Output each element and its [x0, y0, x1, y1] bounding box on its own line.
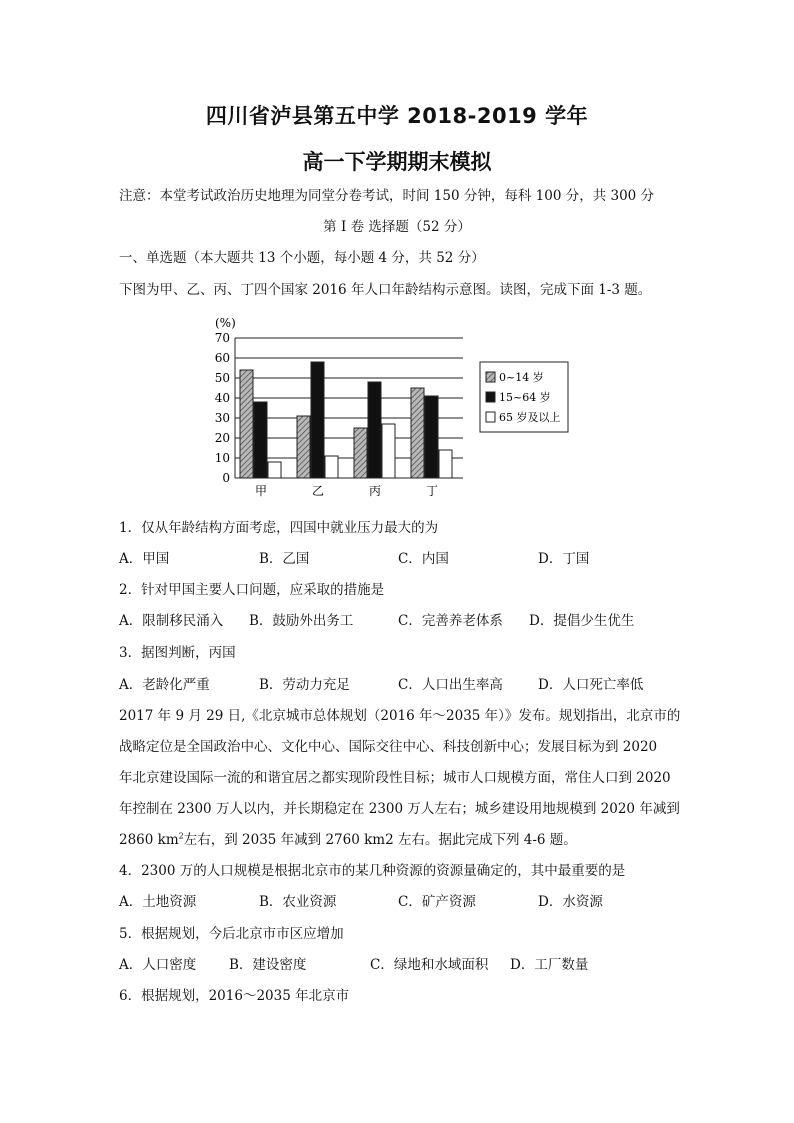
- passage-line-1: 2017 年 9 月 29 日,《北京城市总体规划（2016 年～2035 年）》发布。规划指出，北京市的: [119, 708, 681, 724]
- passage-line-2: 战略定位是全国政治中心、文化中心、国际交往中心、科技创新中心；发展目标为到 2020: [119, 739, 658, 755]
- legend-label: 0~14 岁: [499, 371, 544, 384]
- q5-option-b[interactable]: B．建设密度: [229, 957, 307, 973]
- x-tick-label: 丙: [368, 484, 382, 498]
- exam-title: 四川省泸县第五中学 2018-2019 学年: [205, 104, 589, 128]
- bar-乙-1: [311, 362, 324, 478]
- chart-bars: [240, 362, 452, 478]
- q3-option-d[interactable]: D．人口死亡率低: [538, 677, 644, 693]
- question-3: 3．据图判断，丙国: [119, 645, 236, 661]
- q2-option-b[interactable]: B．鼓励外出务工: [249, 613, 354, 629]
- q5-option-d[interactable]: D．工厂数量: [510, 957, 589, 973]
- question-1: 1．仅从年龄结构方面考虑，四国中就业压力最大的为: [119, 520, 439, 536]
- bar-丁-0: [411, 388, 424, 478]
- q2-option-d[interactable]: D．提倡少生优生: [529, 613, 635, 629]
- passage-area-value: 2860 km: [119, 832, 179, 848]
- y-tick-label: 10: [214, 451, 230, 465]
- x-tick-label: 丁: [425, 484, 439, 498]
- chart-intro: 下图为甲、乙、丙、丁四个国家 2016 年人口年龄结构示意图。读图，完成下面 1-3 题。: [119, 282, 652, 298]
- bar-甲-1: [254, 402, 267, 478]
- q1-option-c[interactable]: C．内国: [398, 551, 449, 567]
- bar-丙-0: [354, 428, 367, 478]
- q3-option-b[interactable]: B．劳动力充足: [259, 677, 350, 693]
- q1-option-a[interactable]: A．甲国: [119, 551, 170, 567]
- legend-label: 65 岁及以上: [499, 411, 561, 424]
- legend-swatch: [486, 412, 495, 422]
- q3-option-c[interactable]: C．人口出生率高: [398, 677, 503, 693]
- passage-line-5: [119, 831, 577, 849]
- x-axis-ticks: [255, 484, 438, 498]
- part-one-heading: 一、单选题（本大题共 13 个小题，每小题 4 分，共 52 分）: [119, 250, 485, 266]
- bar-甲-0: [240, 370, 253, 478]
- y-tick-label: 30: [214, 411, 230, 425]
- bar-甲-2: [268, 462, 281, 478]
- legend-swatch: [486, 392, 495, 402]
- bar-乙-0: [297, 416, 310, 478]
- passage-line-5-rest: 左右，到 2035 年减到 2760 km2 左右。据此完成下列 4-6 题。: [183, 832, 577, 848]
- bar-丁-2: [439, 450, 452, 478]
- question-2: 2．针对甲国主要人口问题，应采取的措施是: [119, 582, 385, 598]
- x-tick-label: 甲: [254, 484, 268, 498]
- y-tick-label: 60: [214, 351, 230, 365]
- y-tick-label: 40: [214, 391, 230, 405]
- legend-swatch: [486, 372, 495, 382]
- q4-option-d[interactable]: D．水资源: [538, 894, 603, 910]
- bar-丁-1: [425, 396, 438, 478]
- exam-notice: 注意：本堂考试政治历史地理为同堂分卷考试，时间 150 分钟，每科 100 分，共 300 分: [119, 188, 655, 204]
- legend-label: 15~64 岁: [499, 391, 551, 404]
- q5-option-a[interactable]: A．人口密度: [119, 957, 197, 973]
- q4-option-c[interactable]: C．矿产资源: [398, 894, 476, 910]
- section-header: 第 I 卷 选择题（52 分）: [323, 219, 471, 235]
- question-6: 6．根据规划，2016～2035 年北京市: [119, 988, 350, 1004]
- bar-乙-2: [325, 456, 338, 478]
- bar-丙-2: [382, 424, 395, 478]
- y-axis-label: (%): [215, 316, 236, 330]
- q5-option-c[interactable]: C．绿地和水域面积: [370, 957, 489, 973]
- y-tick-label: 20: [214, 431, 230, 445]
- age-structure-chart: [205, 310, 605, 500]
- passage-line-4: 年控制在 2300 万人以内，并长期稳定在 2300 万人左右；城乡建设用地规模到 2020 年减到: [119, 801, 680, 817]
- q4-option-a[interactable]: A．土地资源: [119, 894, 197, 910]
- x-tick-label: 乙: [311, 484, 325, 498]
- q1-option-d[interactable]: D．丁国: [538, 551, 590, 567]
- question-4: 4．2300 万的人口规模是根据北京市的某几种资源的资源量确定的，其中最重要的是: [119, 863, 626, 879]
- y-tick-label: 0: [222, 471, 230, 485]
- q3-option-a[interactable]: A．老龄化严重: [119, 677, 210, 693]
- exam-subtitle: 高一下学期期末模拟: [302, 150, 492, 174]
- q2-option-c[interactable]: C．完善养老体系: [398, 613, 503, 629]
- y-tick-label: 70: [214, 331, 230, 345]
- y-tick-label: 50: [214, 371, 230, 385]
- bar-丙-1: [368, 382, 381, 478]
- passage-area-exponent: 2: [178, 831, 184, 841]
- chart-legend: [480, 362, 568, 432]
- q2-option-a[interactable]: A．限制移民涌入: [119, 613, 224, 629]
- q4-option-b[interactable]: B．农业资源: [259, 894, 337, 910]
- passage-line-3: 年北京建设国际一流的和谐宜居之都实现阶段性目标；城市人口规模方面，常住人口到 2020: [119, 770, 671, 786]
- y-axis-ticks: [215, 331, 230, 485]
- q1-option-b[interactable]: B．乙国: [259, 551, 310, 567]
- question-5: 5．根据规划，今后北京市市区应增加: [119, 926, 344, 942]
